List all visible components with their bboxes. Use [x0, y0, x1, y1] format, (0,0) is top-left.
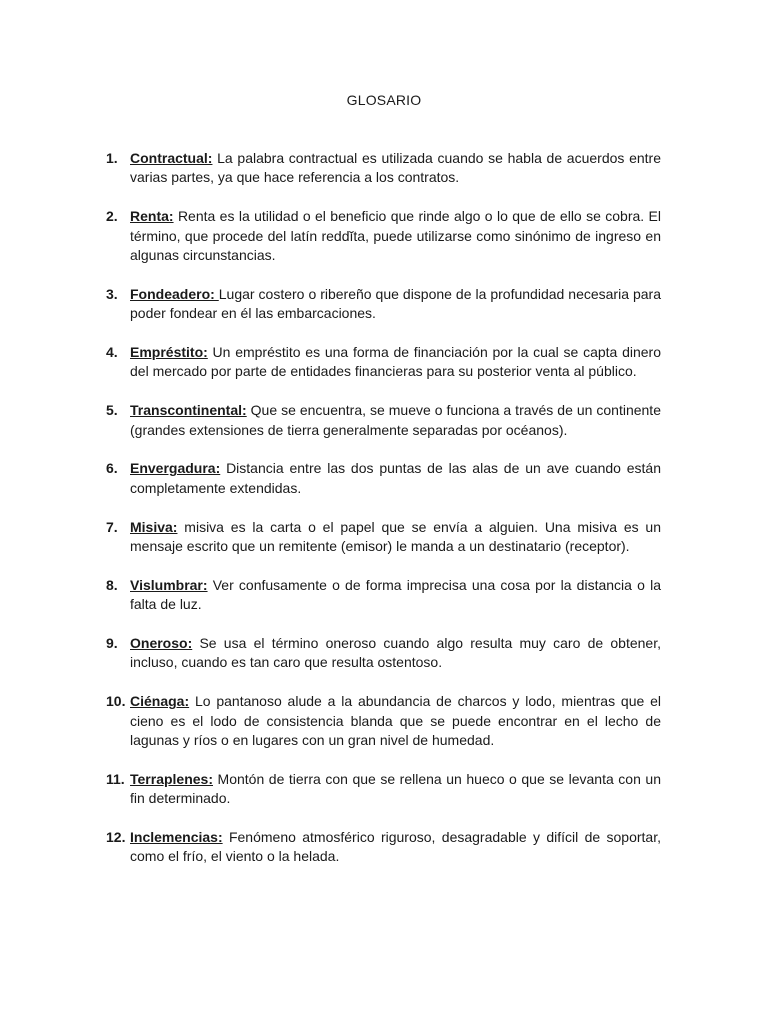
glossary-entry [106, 149, 661, 188]
entry-text [130, 634, 661, 673]
entry-text [130, 518, 661, 557]
entry-number: 10. [106, 693, 126, 710]
glossary-entry [106, 770, 661, 809]
glossary-entry [106, 343, 661, 382]
entry-definition: Renta es la utilidad o el beneficio que rinde algo o lo que de ello se cobra. El término, que procede del latín reddĭta, puede utilizarse como sinónimo de ingreso en algunas circunstancias. [130, 208, 661, 264]
glossary-entry [106, 634, 661, 673]
entry-definition: Ver confusamente o de forma imprecisa una cosa por la distancia o la falta de luz. [130, 576, 661, 613]
glossary-entry [106, 459, 661, 498]
entry-text [130, 149, 661, 188]
glossary-entry [106, 401, 661, 440]
entry-number: 11. [106, 770, 125, 787]
entry-text [130, 401, 661, 440]
glossary-entry [106, 576, 661, 615]
entry-term: Inclemencias: [130, 829, 223, 846]
entry-definition: Lo pantanoso alude a la abundancia de charcos y lodo, mientras que el cieno es el lodo de consistencia blanda que se puede encontrar en el lecho de lagunas y ríos o en lugares con un gran nivel de humedad. [130, 693, 661, 749]
entry-definition: Que se encuentra, se mueve o funciona a través de un continente (grandes extensiones de tierra generalmente separadas por océanos). [130, 402, 661, 438]
entry-definition: Montón de tierra con que se rellena un hueco o que se levanta con un fin determinado. [130, 770, 661, 807]
entry-number: 2. [106, 208, 118, 225]
document-title: GLOSARIO [346, 92, 422, 108]
glossary-entry [106, 285, 661, 324]
glossary-entry [106, 692, 661, 750]
entry-definition: Lugar costero o ribereño que dispone de la profundidad necesaria para poder fondear en él las embarcaciones. [130, 285, 661, 322]
entry-text [130, 459, 661, 498]
entry-term: Terraplenes: [130, 770, 213, 787]
entry-text [130, 692, 661, 750]
entry-definition: Fenómeno atmosférico riguroso, desagradable y difícil de soportar, como el frío, el viento o la helada. [130, 829, 661, 865]
glossary-entry [106, 207, 661, 265]
entry-number: 3. [106, 285, 118, 302]
entry-term: Fondeadero: [130, 285, 219, 302]
entry-definition: La palabra contractual es utilizada cuando se habla de acuerdos entre varias partes, ya que hace referencia a los contratos. [130, 150, 661, 186]
entry-term: Transcontinental: [130, 402, 247, 419]
entry-term: Oneroso: [130, 635, 193, 652]
entry-text [130, 285, 661, 324]
entry-text [130, 770, 661, 809]
entry-number: 12. [106, 829, 126, 846]
entry-number: 1. [106, 150, 118, 166]
glossary-list [106, 149, 661, 886]
entry-number: 9. [106, 635, 118, 652]
entry-term: Empréstito: [130, 344, 208, 361]
entry-number: 8. [106, 576, 118, 593]
entry-definition: Un empréstito es una forma de financiación por la cual se capta dinero del mercado por parte de entidades financieras para su posterior venta al público. [130, 344, 661, 380]
entry-term: Misiva: [130, 518, 178, 535]
entry-number: 5. [106, 402, 118, 419]
entry-term: Envergadura: [130, 460, 221, 477]
entry-text [130, 828, 661, 867]
entry-term: Renta: [130, 208, 174, 225]
entry-text [130, 576, 661, 615]
entry-term: Vislumbrar: [130, 576, 208, 593]
entry-term: Contractual: [130, 150, 213, 166]
entry-text [130, 343, 661, 382]
entry-definition: Se usa el término oneroso cuando algo resulta muy caro de obtener, incluso, cuando es tan caro que resulta ostentoso. [130, 635, 661, 671]
entry-definition: misiva es la carta o el papel que se envía a alguien. Una misiva es un mensaje escrito que un remitente (emisor) le manda a un destinatario (receptor). [130, 518, 661, 555]
entry-definition: Distancia entre las dos puntas de las alas de un ave cuando están completamente extendidas. [130, 460, 661, 496]
entry-term: Ciénaga: [130, 693, 190, 710]
entry-text [130, 207, 661, 265]
glossary-entry [106, 828, 661, 867]
entry-number: 6. [106, 460, 118, 477]
entry-number: 4. [106, 344, 118, 361]
glossary-entry [106, 518, 661, 557]
entry-number: 7. [106, 518, 118, 535]
